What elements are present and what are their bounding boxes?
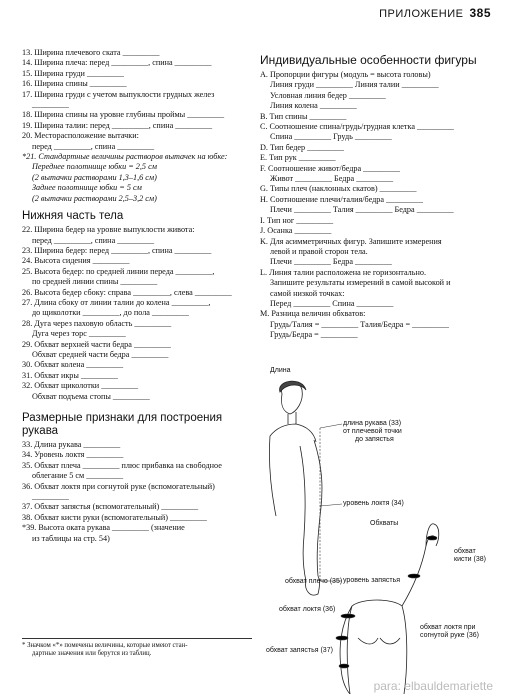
item-l: L. Линия талии расположена не горизонтально. [260, 267, 427, 277]
line-38: 38. Обхват кисти руки (вспомогательный) _________ [22, 512, 207, 522]
line-19: 19. Ширина талии: перед _________, спина _________ [22, 120, 213, 130]
line-18: 18. Ширина спины на уровне глубины проймы _________ [22, 110, 225, 120]
line-36: 36. Обхват локтя при согнутой руке (вспомогательный) [22, 481, 215, 491]
item-c1: Спина _________ Грудь _________ [270, 132, 392, 142]
length-measure-lines [320, 424, 342, 581]
section-lower-body: Нижняя часть тела [22, 210, 124, 223]
label-bent-elbow-1: обхват локтя при [420, 624, 476, 631]
raised-hand-outline [426, 524, 439, 546]
figure-girth-sketch [340, 524, 439, 694]
label-from-shoulder: от плечевой точки [343, 428, 402, 435]
line-21c: Заднее полотнище юбки = 5 см [32, 183, 142, 193]
item-i: I. Тип ног _________ [260, 215, 334, 225]
line-22b: перед _________, спина _________ [32, 235, 155, 245]
item-a1: Линия груди _________ Линия талии _________ [270, 80, 439, 90]
line-30: 30. Обхват колена _________ [22, 360, 124, 370]
item-b: B. Тип спины _________ [260, 111, 347, 121]
line-29: 29. Обхват верхней части бедра _________ [22, 339, 171, 349]
item-h: H. Соотношение плечи/талия/бедра _________ [260, 194, 423, 204]
line-27: 27. Длина сбоку от линии талии до колена _________, [22, 297, 211, 307]
line-31: 31. Обхват икры _________ [22, 370, 118, 380]
shoulder-outline [270, 424, 316, 442]
line-27b: до щиколотки _________, до пола _________ [32, 308, 189, 318]
item-f1: Живот _________ Бедра _________ [270, 174, 394, 184]
right-section-title: Индивидуальные особенности фигуры [260, 53, 477, 67]
item-m2: Грудь/Бедра = _________ [270, 330, 358, 340]
line-35: 35. Обхват плеча _________ плюс прибавка на свободное [22, 460, 222, 470]
item-k1: левой и правой сторон тела. [270, 246, 368, 256]
line-16: 16. Ширина спины _________ [22, 79, 127, 89]
item-l2: самой низкой точках: [270, 288, 345, 298]
item-a: A. Пропорции фигуры (модуль = высота головы) [260, 70, 431, 79]
item-c: C. Соотношение спина/грудь/грудная клетка _________ [260, 122, 454, 132]
line-21a: Переднее полотнище юбки = 2,5 см [32, 162, 157, 172]
figure-length-sketch [269, 381, 322, 595]
label-wrist-girth: обхват запястья (37) [266, 647, 333, 654]
item-e: E. Тип рук _________ [260, 153, 336, 163]
label-to-wrist: до запястья [355, 436, 394, 443]
line-39b: из таблицы на стр. 54) [32, 533, 110, 543]
page-header [379, 6, 491, 20]
arm-outline [300, 440, 322, 581]
line-23: 23. Ширина бедер: перед _________, спина _________ [22, 245, 212, 255]
line-20b: перед _________, спина _________ [32, 141, 155, 151]
item-f: F. Соотношение живот/бедра _________ [260, 163, 401, 173]
label-bent-elbow-2: согнутой руке (36) [420, 632, 480, 639]
line-21: *21. Стандартные величины растворов вытачек на юбке: [22, 152, 228, 162]
line-34: 34. Уровень локтя _________ [22, 450, 124, 460]
label-wrist-level: уровень запястья [343, 577, 401, 584]
item-a3: Линия колена _________ [270, 101, 357, 111]
right-column [260, 70, 492, 341]
label-elbow-girth: обхват локтя (36) [279, 606, 336, 613]
right-arm-outline [402, 536, 436, 606]
line-21d: (2 вытачки растворами 2,5–3,2 см) [32, 193, 157, 203]
girth-measure-lines [336, 536, 437, 668]
item-l3: Перед _________ Спина _________ [270, 298, 394, 308]
line-15: 15. Ширина груди _________ [22, 68, 124, 78]
line-37: 37. Обхват запястья (вспомогательный) _________ [22, 502, 199, 512]
figure-girth-title: Обхваты [370, 520, 399, 527]
line-35b: облегание 5 см _________ [32, 471, 124, 481]
footnote-line-1: * Значком «*» помечены величины, которые имеют стан- [22, 642, 188, 649]
line-24: 24. Высота сидения _________ [22, 256, 130, 266]
item-k: K. Для асимметричных фигур. Запишите измерения [260, 236, 442, 246]
line-39: *39. Высота оката рукава _________ (значение [22, 523, 185, 533]
item-a2: Условная линия бедер _________ [270, 90, 386, 100]
label-sleeve-length: длина рукава (33) [343, 420, 402, 427]
left-arm-outline [340, 606, 352, 694]
line-25b: по средней линии спины _________ [32, 277, 158, 287]
item-g: G. Типы плеч (наклонных скатов) _________ [260, 184, 417, 194]
line-21b: (2 вытачки растворами 1,3–1,6 см) [32, 172, 157, 182]
line-17: 17. Ширина груди с учетом выпуклости грудных желез [22, 89, 215, 99]
label-hand-girth-2: кисти (38) [454, 556, 486, 563]
line-20: 20. Месторасположение вытачки: [22, 131, 139, 141]
line-17-blank: _________ [32, 100, 69, 110]
line-26: 26. Высота бедер сбоку: справа _________, слева _________ [22, 287, 232, 297]
item-h1: Плечи _________ Талия _________ Бедра _________ [270, 205, 454, 215]
line-33: 33. Длина рукава _________ [22, 440, 121, 449]
line-14: 14. Ширина плеча: перед _________, спина _________ [22, 58, 212, 68]
page-number: 385 [469, 6, 491, 20]
left-column [22, 48, 252, 544]
item-k2: Плечи _________ Бедра _________ [270, 257, 392, 267]
figure-length-title: Длина [270, 367, 291, 374]
footnote [22, 638, 252, 658]
line-28: 28. Дуга через паховую область _________ [22, 318, 172, 328]
line-22: 22. Ширина бедер на уровне выпуклости живота: [22, 225, 195, 235]
label-hand-girth-1: обхват [454, 548, 476, 555]
line-32b: Обхват подъема стопы _________ [32, 391, 150, 401]
label-elbow-level: уровень локтя (34) [343, 500, 404, 507]
item-j: J. Осанка _________ [260, 226, 332, 236]
watermark: para: elbauldemariette [373, 679, 493, 693]
label-upper-arm-girth: обхват плечо (35) [285, 578, 343, 585]
line-36b: _________ [32, 492, 69, 502]
bust-outline [358, 638, 400, 644]
body-outline [269, 436, 276, 516]
line-25: 25. Высота бедер: по средней линии переда _________, [22, 266, 215, 276]
line-29b: Обхват средней части бедра _________ [32, 349, 169, 359]
item-m: M. Разница величин обхватов: [260, 309, 366, 319]
item-d: D. Тип бедер _________ [260, 142, 344, 152]
item-m1: Грудь/Талия = _________ Талия/Бедра = _________ [270, 319, 449, 329]
item-l1: Запишите результаты измерений в самой высокой и [270, 278, 451, 288]
section-sleeve: Размерные признаки для построения рукава [22, 412, 223, 437]
line-13: 13. Ширина плечевого ската _________ [22, 48, 160, 57]
section-title: ПРИЛОЖЕНИЕ [379, 8, 464, 20]
footnote-line-2: дартные значения или берутся из таблиц. [32, 650, 152, 657]
line-32: 32. Обхват щиколотки _________ [22, 381, 139, 391]
line-28b: Дуга через торс _________ [32, 329, 126, 339]
